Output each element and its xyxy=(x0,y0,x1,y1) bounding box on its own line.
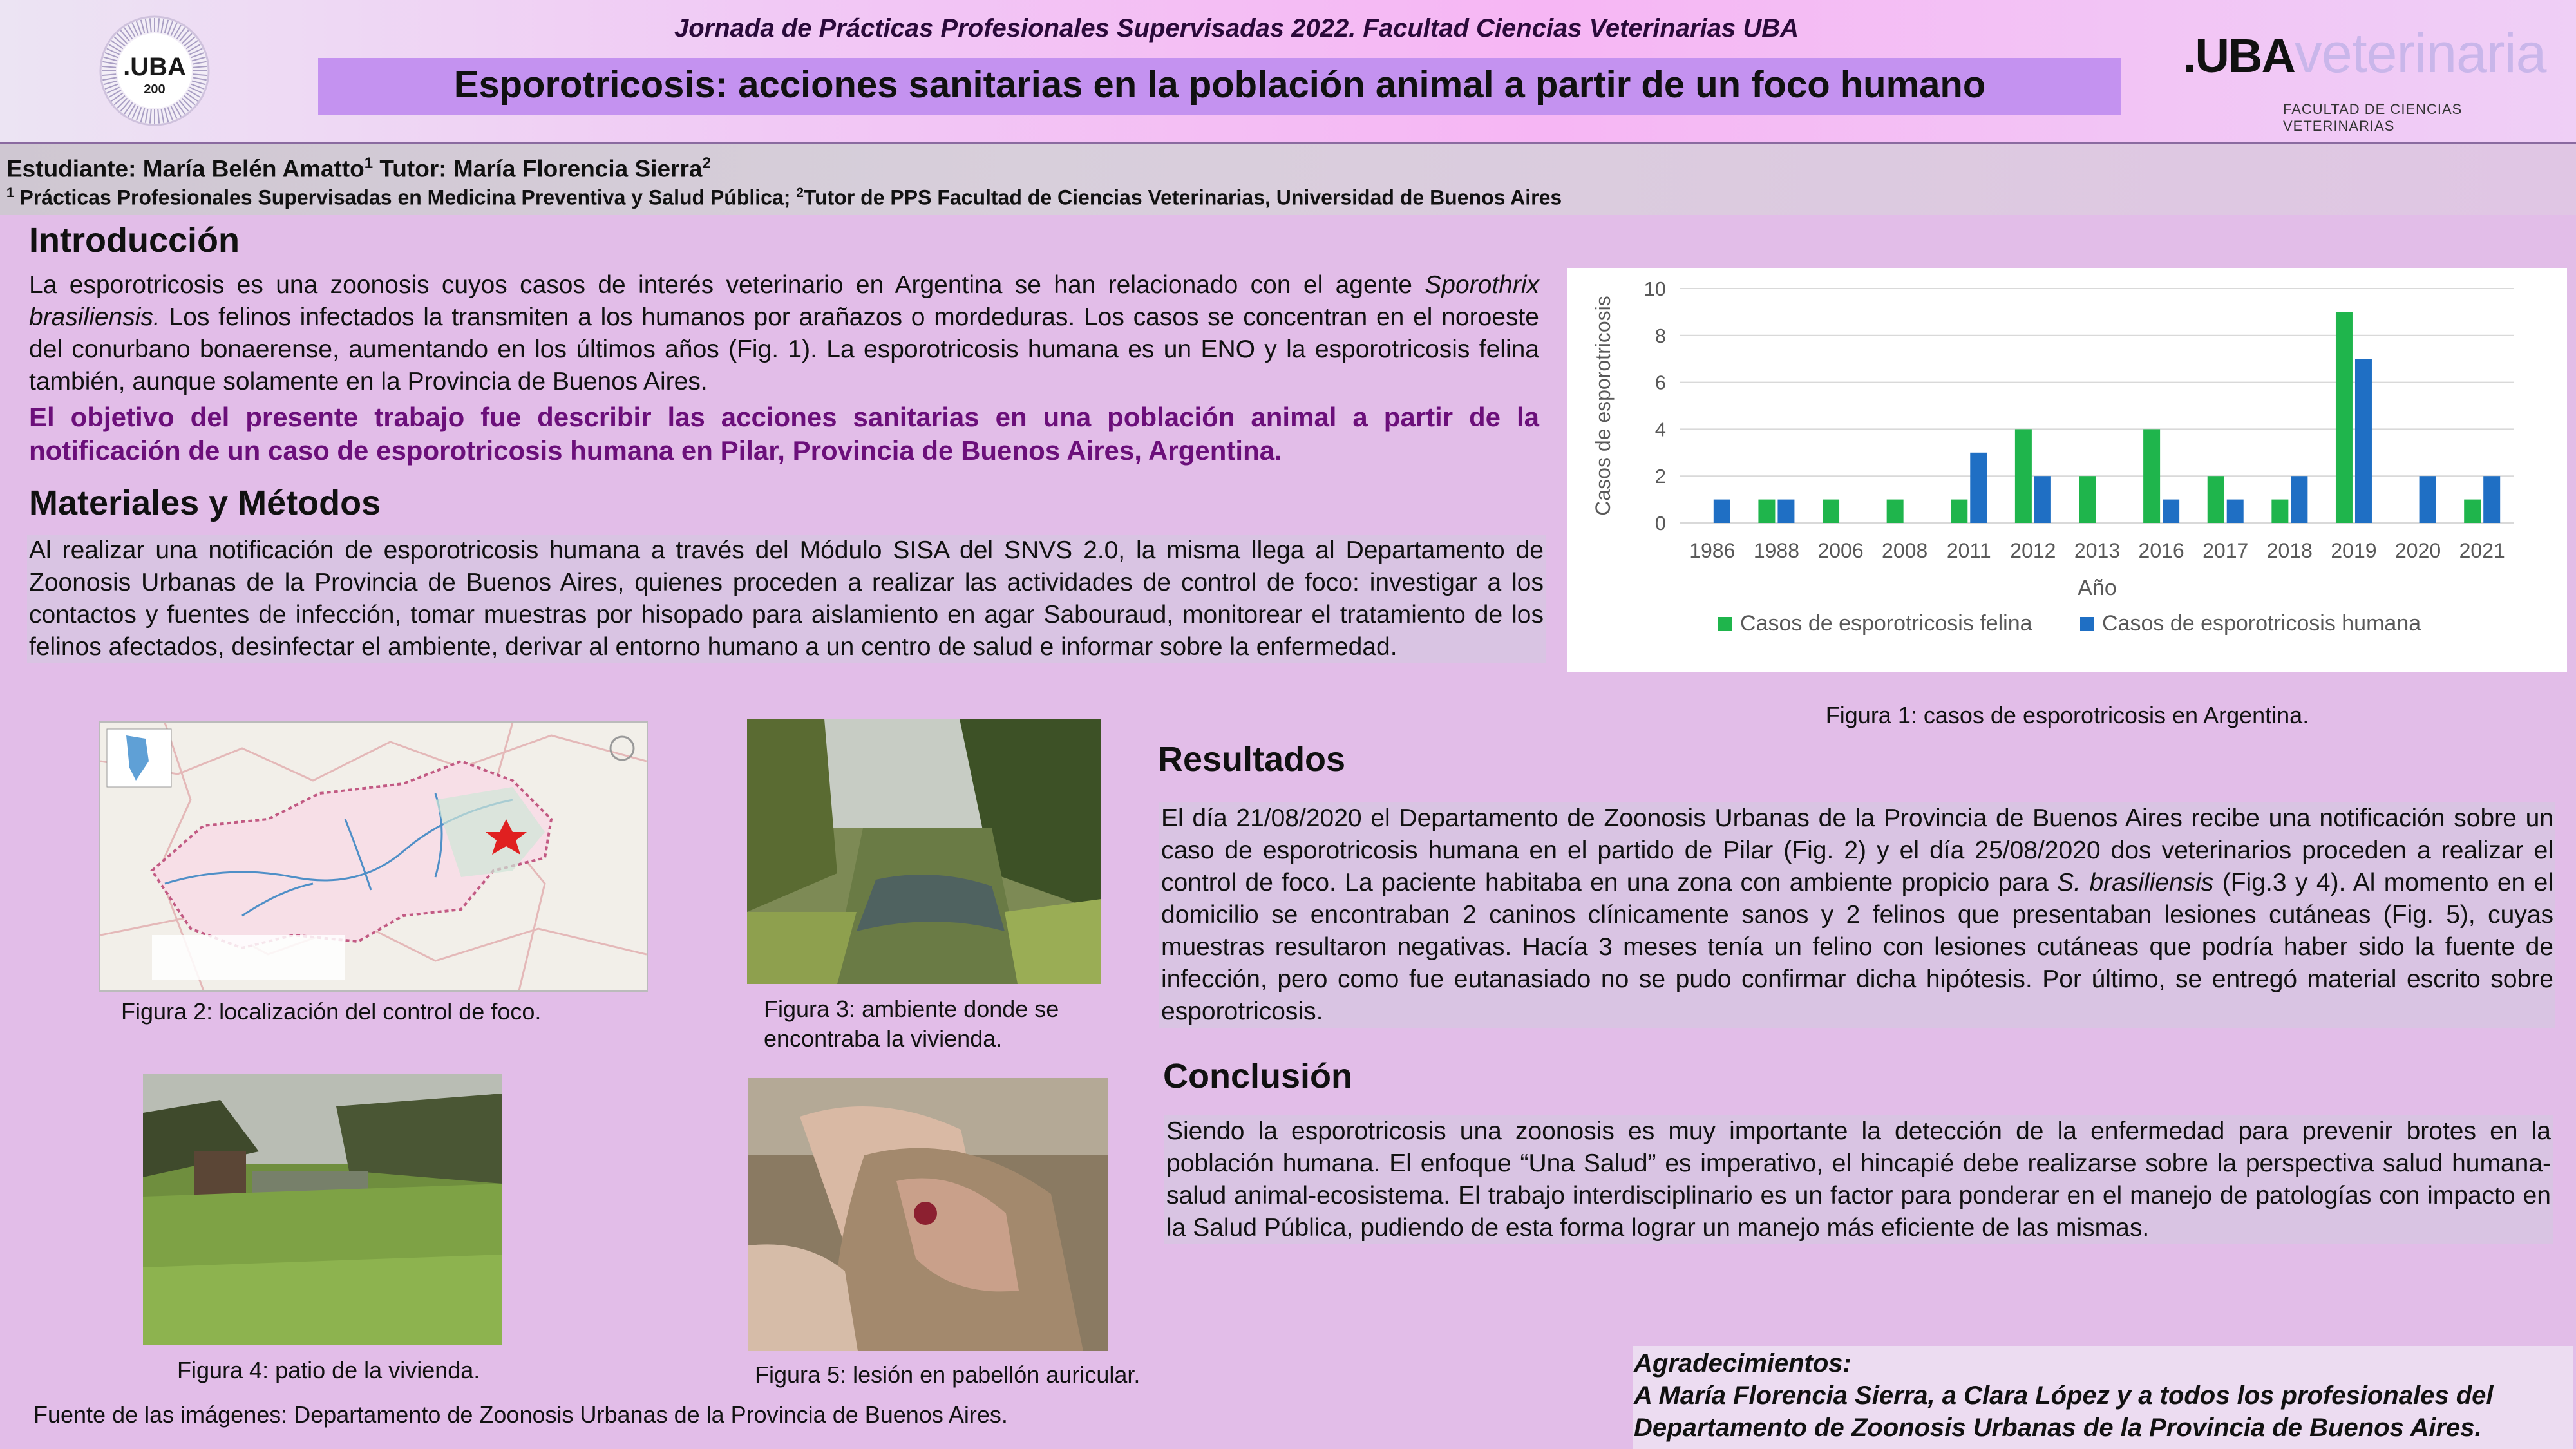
x-tick-label: 1988 xyxy=(1753,539,1800,562)
conclusion-text: Siendo la esporotricosis una zoonosis es muy importante la detección de la enfermedad para prevenir brotes en la población humana. El enfoque “Una Salud” es imperativo, el hincapié debe realizarse sobre la perspectiva salud humana-salud animal-ecosistema. El trabajo interdisciplinario es un factor para ponderar en el manejo de patologías con impacto en la Salud Pública, pudiendo de esta forma lograr un manejo más eficiente de las mismas. xyxy=(1164,1115,2553,1244)
student-sup: 1 xyxy=(364,155,374,172)
bar-felina xyxy=(2208,476,2224,523)
bar-humana xyxy=(2355,359,2372,523)
affiliation-2: Tutor de PPS Facultad de Ciencias Veterinarias, Universidad de Buenos Aires xyxy=(803,185,1562,209)
bar-humana xyxy=(1714,500,1730,523)
bar-felina xyxy=(1951,500,1967,523)
y-tick-label: 10 xyxy=(1643,278,1666,300)
bar-humana xyxy=(2163,500,2179,523)
objective-text: El objetivo del presente trabajo fue describir las acciones sanitarias en una población animal a partir de la notificación de un caso de esporotricosis humana en Pilar, Provincia de Buenos Aires, Argentina. xyxy=(29,402,1539,466)
y-tick-label: 4 xyxy=(1654,418,1666,441)
fig4-patio-photo xyxy=(143,1074,502,1345)
y-tick-label: 0 xyxy=(1654,512,1666,535)
intro-text-a: La esporotricosis es una zoonosis cuyos casos de interés veterinario en Argentina se han relacionado con el agente xyxy=(29,271,1425,299)
bar-felina xyxy=(2143,429,2160,523)
tutor-name: Tutor: María Florencia Sierra xyxy=(373,155,703,182)
x-tick-label: 2012 xyxy=(2010,539,2056,562)
results-text-a: El día 21/08/2020 el Departamento de Zoonosis Urbanas de la Provincia de Buenos Aires recibe una notificación sobre un caso de esporotricosis humana en el partido de Pilar (Fig. 2) y el día 25/08/2020 dos veterinarios proceden a realizar el control de foco. La paciente habitaba en una zona con ambiente propicio para xyxy=(1161,804,2553,896)
legend-label: Casos de esporotricosis felina xyxy=(1740,611,2032,636)
results-text xyxy=(1159,802,2555,1028)
x-axis-label: Año xyxy=(2078,576,2117,600)
intro-text xyxy=(29,269,1539,398)
x-tick-label: 2013 xyxy=(2074,539,2121,562)
bar-humana xyxy=(2227,500,2244,523)
bar-felina xyxy=(1823,500,1839,523)
poster-title: Esporotricosis: acciones sanitarias en la población animal a partir de un foco humano xyxy=(453,64,1986,106)
fig5-caption: Figura 5: lesión en pabellón auricular. xyxy=(755,1361,1141,1388)
fvet-logo-word: veterinaria xyxy=(2294,23,2546,84)
x-tick-label: 1986 xyxy=(1689,539,1736,562)
results-text-b: (Fig.3 y 4). Al momento en el domicilio se encontraban 2 caninos clínicamente sanos y 2 felinos que presentaban lesiones cutáneas (Fig. 5), cuyas muestras resultaron negativas. Hacía 3 meses tenía un felino con lesiones cutáneas que podría haber sido la fuente de infección, pero como fue eutanasiado no se pudo confirmar dicha hipótesis. Por último, se entregó material escrito sobre esporotricosis. xyxy=(1161,869,2553,1025)
fig5-lesion-photo xyxy=(748,1078,1108,1351)
fig2-map-image xyxy=(99,721,648,992)
fvet-logo-main: .UBA xyxy=(2183,29,2295,82)
uba-200-logo xyxy=(97,3,213,138)
bar-felina xyxy=(2336,312,2353,523)
fig1-chart xyxy=(1567,268,2567,672)
legend-swatch xyxy=(2080,617,2094,631)
acknowledgements-box xyxy=(1633,1346,2573,1449)
bar-felina xyxy=(1758,500,1775,523)
x-tick-label: 2019 xyxy=(2331,539,2377,562)
y-tick-label: 8 xyxy=(1654,324,1666,347)
bar-felina xyxy=(2271,500,2288,523)
bar-felina xyxy=(2079,476,2096,523)
affiliations xyxy=(6,185,1562,210)
uba-logo-text: .UBA xyxy=(123,53,186,81)
x-tick-label: 2006 xyxy=(1817,539,1864,562)
intro-species: Sporothrix brasiliensis. xyxy=(29,271,1539,331)
bar-humana xyxy=(1777,500,1794,523)
bar-felina xyxy=(1887,500,1904,523)
x-tick-label: 2020 xyxy=(2394,539,2441,562)
ack-title: Agradecimientos: xyxy=(1634,1349,1852,1378)
results-species: S. brasiliensis xyxy=(2057,869,2214,896)
bar-humana xyxy=(2034,476,2051,523)
affiliation-1: Prácticas Profesionales Supervisadas en Medicina Preventiva y Salud Pública; xyxy=(14,185,797,209)
x-tick-label: 2008 xyxy=(1882,539,1928,562)
x-tick-label: 2017 xyxy=(2202,539,2249,562)
affil-sup-2: 2 xyxy=(796,185,804,200)
tutor-sup: 2 xyxy=(702,155,711,172)
fig4-caption: Figura 4: patio de la vivienda. xyxy=(177,1357,480,1383)
authors-line xyxy=(6,155,711,182)
methods-heading: Materiales y Métodos xyxy=(29,484,381,522)
y-tick-label: 6 xyxy=(1654,371,1666,394)
x-tick-label: 2011 xyxy=(1946,539,1991,562)
intro-heading: Introducción xyxy=(29,221,240,260)
bar-humana xyxy=(2483,476,2500,523)
results-heading: Resultados xyxy=(1158,740,1346,779)
y-axis-label: Casos de esporotricosis xyxy=(1591,296,1615,516)
legend-swatch xyxy=(1718,617,1732,631)
methods-text: Al realizar una notificación de esporotricosis humana a través del Módulo SISA del SNVS 2.0, la misma llega al Departamento de Zoonosis Urbanas de la Provincia de Buenos Aires, quienes proceden a realizar las actividades de control de foco: investigar a los contactos y fuentes de infección, tomar muestras por hisopado para aislamiento en agar Sabouraud, monitorear el tratamiento de los felinos afectados, desinfectar el ambiente, derivar al entorno humano a un centro de salud e informar sobre la enfermedad. xyxy=(27,535,1546,663)
fig2-caption: Figura 2: localización del control de foco. xyxy=(121,998,542,1025)
fig3-environment-photo xyxy=(747,719,1101,984)
fvet-logo-sub: FACULTAD DE CIENCIAS VETERINARIAS xyxy=(2283,101,2463,134)
fig3-caption: Figura 3: ambiente donde se encontraba la vivienda. xyxy=(764,996,1059,1052)
bar-felina xyxy=(2015,429,2032,523)
bar-felina xyxy=(2464,500,2481,523)
legend-label: Casos de esporotricosis humana xyxy=(2102,611,2421,636)
intro-text-b: Los felinos infectados la transmiten a los humanos por arañazos o mordeduras. Los casos se concentran en el noroeste del conurbano bonaerense, aumentando en los últimos años (Fig. 1). La esporotricosis humana es un ENO y la esporotricosis felina también, aunque solamente en la Provincia de Buenos Aires. xyxy=(29,303,1539,395)
fig1-caption: Figura 1: casos de esporotricosis en Argentina. xyxy=(1825,702,2309,728)
student-name: Estudiante: María Belén Amatto xyxy=(6,155,365,182)
images-source: Fuente de las imágenes: Departamento de Zoonosis Urbanas de la Provincia de Buenos Aires. xyxy=(33,1401,1008,1428)
x-tick-label: 2016 xyxy=(2138,539,2184,562)
x-tick-label: 2021 xyxy=(2459,539,2505,562)
cases-bar-chart xyxy=(1567,268,2567,672)
event-subtitle: Jornada de Prácticas Profesionales Supervisadas 2022. Facultad Ciencias Veterinarias UBA xyxy=(674,14,1799,43)
fcv-uba-logo xyxy=(2183,23,2546,134)
bar-humana xyxy=(1970,453,1987,523)
ack-text: A María Florencia Sierra, a Clara López y a todos los profesionales del Departamento de Zoonosis Urbanas de la Provincia de Buenos Aires. xyxy=(1634,1381,2494,1442)
x-tick-label: 2018 xyxy=(2266,539,2313,562)
uba-logo-sub: 200 xyxy=(144,82,166,97)
affil-sup-1: 1 xyxy=(6,185,14,200)
conclusion-heading: Conclusión xyxy=(1163,1057,1352,1095)
y-tick-label: 2 xyxy=(1654,465,1666,488)
bar-humana xyxy=(2420,476,2436,523)
bar-humana xyxy=(2291,476,2307,523)
